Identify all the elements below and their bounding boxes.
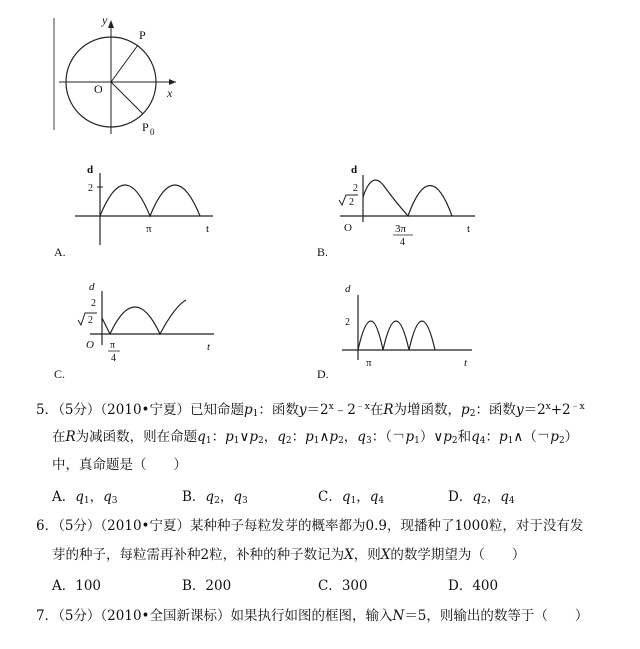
graph-d-ylabel: d	[345, 283, 351, 295]
graph-a-xtick-pi: π	[146, 223, 152, 235]
q5-sep: ，	[486, 489, 501, 505]
q5-p: p	[499, 429, 508, 445]
graph-b-origin: O	[344, 222, 352, 234]
q5-text: ：函数	[258, 402, 299, 418]
q6-text: 的数学期望为（ ）	[390, 547, 526, 563]
q5-p1: p	[244, 402, 253, 418]
q5-sub: 1	[414, 436, 420, 446]
q5-p2-sub: 2	[469, 409, 476, 419]
q6-option-b-label: B．	[182, 578, 206, 594]
q5-text: ：	[485, 429, 499, 445]
q5-text: ∧	[319, 429, 330, 445]
circle-label-y: y	[102, 13, 108, 27]
q5-p: p	[550, 429, 559, 445]
graph-c-ylabel: d	[89, 281, 95, 293]
q5-sub: 4	[508, 496, 515, 506]
graph-b-ylabel: d	[351, 164, 358, 176]
q6-line-1: 6．（5分）（2010•宁夏）某种种子每粒发芽的概率都为0.9，现播种了1000粒，对于没有发	[36, 518, 584, 534]
q5-line-1	[36, 403, 585, 419]
q6-option-a[interactable]	[52, 580, 101, 594]
graph-a-ylabel: d	[87, 164, 94, 176]
circle-label-p0-sub: 0	[150, 127, 155, 137]
q5-sep: ，	[219, 489, 234, 505]
graph-a-tick-2: 2	[88, 183, 93, 194]
graph-d-xlabel: t	[464, 357, 468, 369]
q5-option-b[interactable]	[182, 491, 248, 506]
q5-option-d-label: D．	[448, 489, 473, 505]
q5-q: q	[472, 489, 481, 505]
q5-sub: 1	[205, 436, 212, 446]
q5-option-d[interactable]	[448, 491, 515, 506]
q5-sub: 3	[111, 496, 118, 506]
q5-sup: x	[328, 402, 334, 412]
graph-a-xlabel: t	[206, 223, 210, 235]
q6-option-c-label: C．	[318, 578, 342, 594]
graph-d-xtick-pi: π	[366, 357, 372, 369]
graph-d-option: D.	[317, 367, 329, 381]
graph-b	[317, 164, 475, 259]
graph-c-option: C.	[54, 367, 66, 381]
q5-p: p	[305, 429, 314, 445]
circle-label-p0: P	[142, 120, 149, 134]
q5-text: ）∨	[419, 429, 444, 445]
q5-p2: p	[461, 402, 470, 418]
graph-b-xtick-num: 3π	[395, 223, 407, 235]
graph-a	[54, 164, 213, 259]
q5-text: 为增函数，	[393, 402, 462, 418]
q6-option-c-value: 300	[341, 578, 368, 594]
q5-sub: 1	[507, 436, 514, 446]
graph-b-sqrt-2: 2	[349, 197, 354, 208]
graph-c-xlabel: t	[207, 341, 211, 353]
q5-text: 为减函数，则在命题	[75, 429, 198, 445]
graph-c-xtick-den: 4	[111, 353, 116, 364]
q5-sub: 2	[558, 436, 565, 446]
q5-sub: 2	[338, 436, 344, 446]
q5-text: ：函数	[475, 402, 516, 418]
q5-y: y	[298, 402, 307, 418]
q5-option-c[interactable]	[318, 491, 384, 506]
graph-c-xtick-num: π	[110, 340, 116, 351]
q5-R: R	[383, 402, 394, 418]
q5-sub: 3	[365, 436, 372, 446]
q5-p: p	[329, 429, 339, 445]
q6-option-d-label: D．	[448, 578, 473, 594]
q5-line-2	[52, 431, 578, 446]
q5-sep: ，	[89, 489, 104, 505]
q6-X: X	[380, 547, 391, 563]
q5-sup: x	[545, 402, 551, 412]
q5-option-b-label: B．	[182, 489, 206, 505]
q6-option-b-value: 200	[205, 578, 232, 594]
graph-c-origin: O	[86, 339, 94, 351]
q5-p: p	[225, 429, 234, 445]
q6-option-a-label: A．	[52, 578, 76, 594]
q5-sub: 1	[233, 436, 240, 446]
graph-c-sqrt-2: 2	[88, 315, 93, 326]
q5-p: p	[249, 429, 258, 445]
graph-b-xtick-den: 4	[400, 237, 405, 248]
q5-option-a-label: A．	[52, 489, 76, 505]
q5-sup: ﹣x	[570, 402, 585, 412]
q5-sub: 2	[258, 436, 264, 446]
x-axis-arrow	[169, 79, 176, 85]
q6-option-c[interactable]	[318, 580, 368, 594]
q5-q: q	[103, 489, 112, 505]
q5-sub: 4	[378, 496, 385, 506]
q6-text: 芽的种子，每粒需再补种2粒，补种的种子数记为	[52, 547, 345, 563]
q5-q: q	[341, 489, 351, 505]
q5-q: q	[75, 489, 84, 505]
q5-sub: 2	[480, 496, 487, 506]
q5-sub: 2	[451, 436, 458, 446]
q5-text: ＝2	[306, 402, 329, 418]
q5-y: y	[515, 402, 524, 418]
q5-text: 在	[369, 402, 384, 418]
q5-sep: ，	[356, 489, 370, 505]
q5-q: q	[471, 429, 480, 445]
q5-text: ，	[343, 429, 358, 445]
q5-sub: 2	[214, 496, 220, 506]
graph-b-option: B.	[317, 245, 329, 259]
q5-p1-sub: 1	[252, 409, 259, 419]
graph-d	[317, 283, 472, 381]
q5-q: q	[197, 429, 206, 445]
q5-text: ：（￢	[371, 429, 406, 445]
q5-text: 和	[457, 429, 472, 445]
graph-c	[54, 281, 214, 381]
q5-sub: 1	[350, 496, 357, 506]
q5-q: q	[205, 489, 215, 505]
q6-option-b[interactable]	[182, 580, 231, 594]
unit-circle-figure	[59, 13, 176, 137]
graph-c-curve	[102, 300, 186, 334]
graph-d-curve	[358, 321, 435, 350]
q5-sub: 1	[313, 436, 320, 446]
q5-text: ：	[291, 429, 306, 445]
circle-label-o: O	[94, 82, 103, 96]
q5-text: 在	[52, 429, 66, 445]
q5-sub: 2	[285, 436, 292, 446]
q6-option-a-value: 100	[75, 578, 102, 594]
q5-text: ∨	[239, 429, 250, 445]
q5-text: +2	[550, 402, 571, 418]
q5-p: p	[443, 429, 452, 445]
graph-b-xlabel: t	[467, 223, 471, 235]
graph-b-curve	[363, 180, 452, 216]
q7-text: 7．（5分）（2010•全国新课标）如果执行如图的框图，输入	[36, 608, 393, 624]
graph-a-option: A.	[54, 245, 66, 259]
q5-text: ﹣2	[333, 402, 356, 418]
circle-label-x: x	[167, 86, 173, 100]
q5-option-c-label: C．	[318, 489, 342, 505]
q5-text: ）	[564, 429, 579, 445]
q5-prefix: 5．（5分）（2010•宁夏）已知命题	[36, 402, 244, 418]
q5-option-a[interactable]	[52, 491, 118, 506]
q5-sub: 4	[479, 436, 486, 446]
q5-text: ＝2	[523, 402, 546, 418]
graph-b-tick-2: 2	[353, 183, 358, 194]
graph-c-tick-2: 2	[91, 298, 96, 309]
q5-sub: 3	[241, 496, 248, 506]
q7-N: N	[392, 608, 405, 624]
q5-text: ：	[211, 429, 226, 445]
circle-label-p: P	[139, 28, 146, 42]
q6-line-2	[52, 549, 525, 563]
graph-d-tick-2: 2	[345, 317, 350, 328]
q7-line-1	[36, 610, 588, 624]
q5-q: q	[357, 429, 366, 445]
q5-line-3: 中，真命题是（ ）	[52, 457, 187, 473]
q6-text: ，则	[353, 547, 381, 563]
q5-q: q	[233, 489, 242, 505]
q6-X: X	[344, 547, 354, 563]
q7-text: ＝5，则输出的数等于（ ）	[404, 608, 589, 624]
q5-p: p	[405, 429, 415, 445]
q5-R: R	[65, 429, 76, 445]
q6-option-d[interactable]	[448, 580, 498, 594]
q5-text: ，	[263, 429, 278, 445]
q5-q: q	[500, 489, 509, 505]
q5-sub: 1	[83, 496, 90, 506]
radius-op0	[111, 82, 143, 114]
q5-q: q	[369, 489, 379, 505]
q5-q: q	[277, 429, 286, 445]
graph-a-curve	[100, 185, 200, 216]
radius-op	[111, 45, 138, 82]
y-axis-arrow	[108, 20, 114, 28]
q5-text: ∧（￢	[513, 429, 551, 445]
q6-option-d-value: 400	[472, 578, 499, 594]
q5-sup: ﹣x	[355, 402, 370, 412]
